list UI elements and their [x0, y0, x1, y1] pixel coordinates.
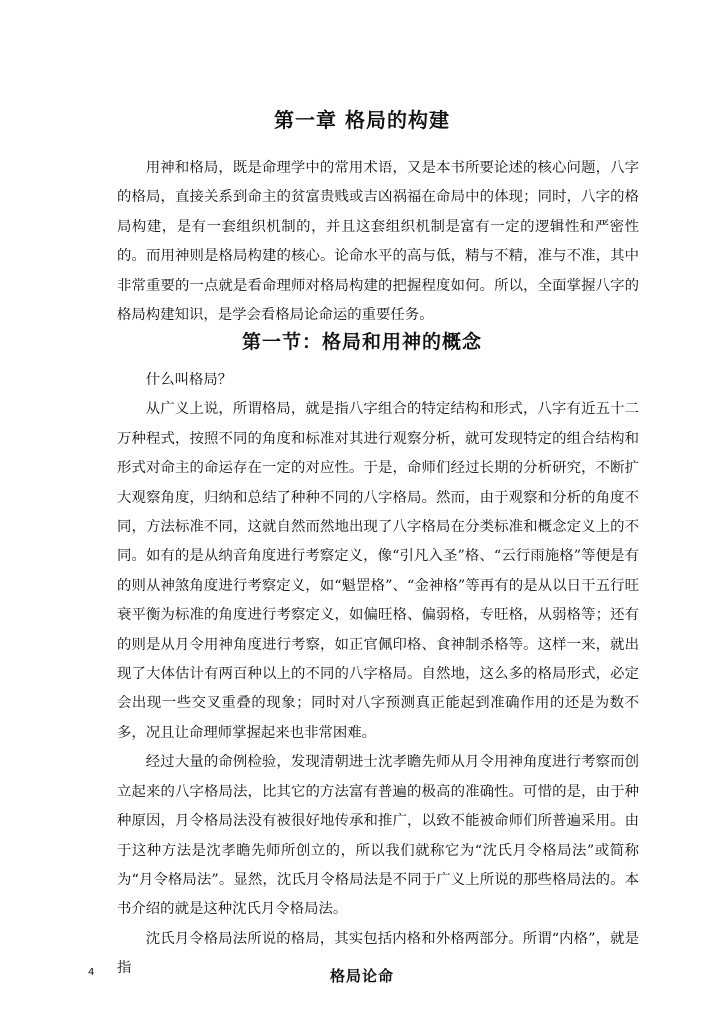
- section-body: [117, 366, 639, 984]
- chapter-title: 第一章 格局的构建: [274, 108, 450, 132]
- running-footer-title: 格局论命: [329, 967, 394, 985]
- page-number: 4: [88, 967, 95, 978]
- section-paragraph: 从广义上说，所谓格局，就是指八字组合的特定结构和形式，八字有近五十二万种程式，按照不同的角度和标准对其进行观察分析，就可发现特定的组合结构和形式对命主的命运存在一定的对应性。于是，命师们经过长期的分析研究，不断扩大观察角度，归纳和总结了种种不同的八字格局。然而，由于观察和分析的角度不同，方法标准不同，这就自然而然地出现了八字格局在分类标准和概念定义上的不同。如有的是从纳音角度进行考察定义，像“引凡入圣”格、“云行雨施格”等便是有的则从神煞角度进行考察定义，如“魁罡格”、“金神格”等再有的是从以日干五行旺衰平衡为标准的角度进行考察定义，如偏旺格、偏弱格，专旺格，从弱格等；还有的则是从月令用神角度进行考察，如正官佩印格、食神制杀格等。这样一来，就出现了大体估计有两百种以上的不同的八字格局。自然地，这么多的格局形式，必定会出现一些交叉重叠的现象；同时对八字预测真正能起到准确作用的还是为数不多，况且让命理师掌握起来也非常困难。: [117, 401, 639, 741]
- intro-paragraph: 用神和格局，既是命理学中的常用术语，又是本书所要论述的核心问题，八字的格局，直接关系到命主的贫富贵贱或吉凶祸福在命局中的体现；同时，八字的格局构建，是有一套组织机制的，并且这套组织机制是富有一定的逻辑性和严密性的。而用神则是格局构建的核心。论命水平的高与低，精与不精，准与不准，其中非常重要的一点就是看命理师对格局构建的把握程度如何。所以，全面掌握八字的格局构建知识，是学会看格局论命运的重要任务。: [117, 160, 639, 324]
- section-paragraph: 经过大量的命例检验，发现清朝进士沈孝瞻先师从月令用神角度进行考察而创立起来的八字格局法，比其它的方法富有普遍的极高的准确性。可惜的是，由于种种原因，月令格局法没有被很好地传承和推广，以致不能被命师们所普遍采用。由于这种方法是沈孝瞻先师所创立的，所以我们就称它为“沈氏月令格局法”或简称为“月令格局法”。显然，沈氏月令格局法是不同于广义上所说的那些格局法的。本书介绍的就是这种沈氏月令格局法。: [117, 754, 639, 918]
- section-paragraph: 沈氏月令格局法所说的格局，其实包括内格和外格两部分。所谓“内格”，就是指: [117, 930, 639, 977]
- section-question: 什么叫格局？: [145, 372, 233, 388]
- section-title: 第一节：格局和用神的概念: [241, 331, 482, 353]
- intro-block: [117, 154, 639, 330]
